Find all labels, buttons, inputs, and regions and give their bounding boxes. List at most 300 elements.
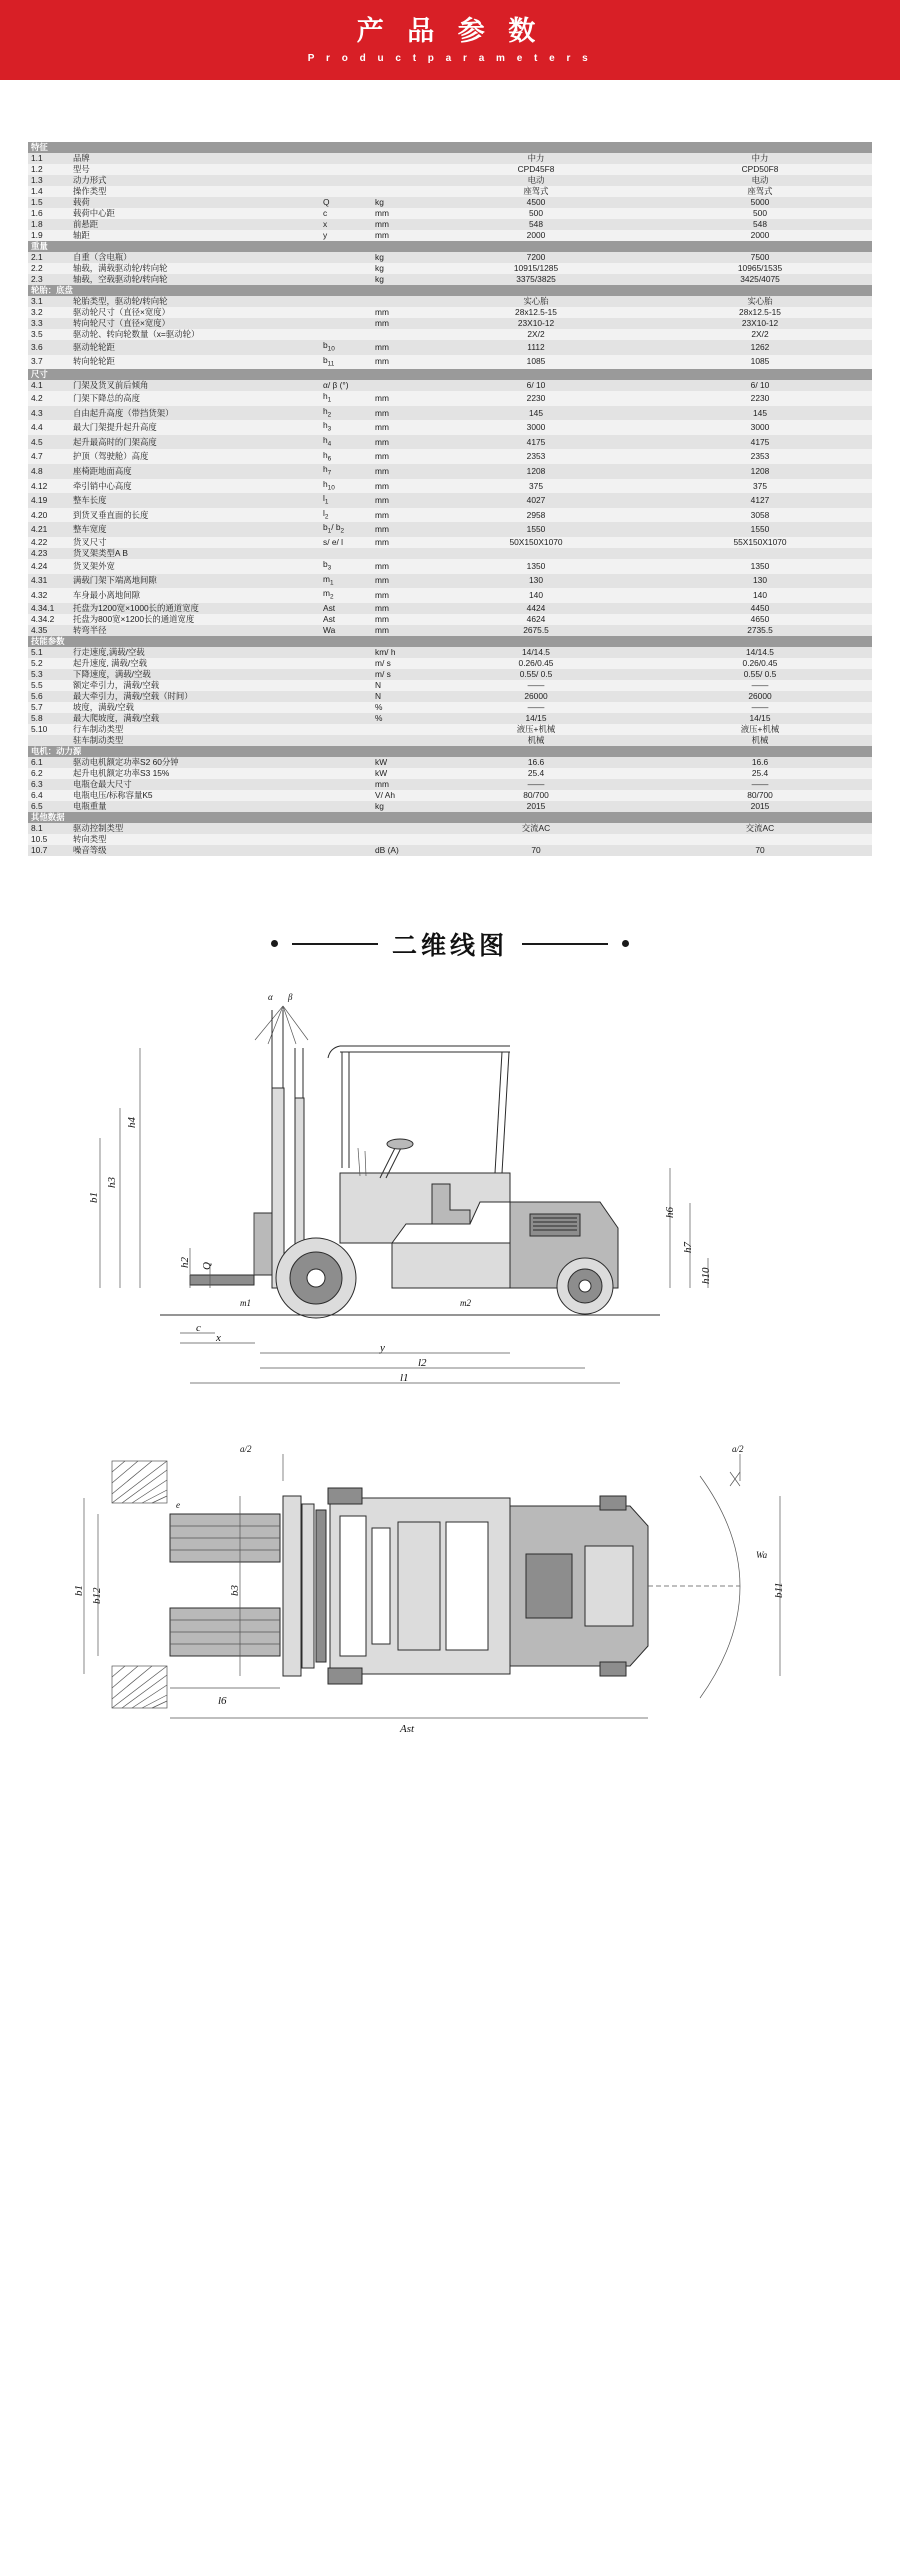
spec-cell-sym: y [320, 230, 372, 241]
spec-cell-sym: $h_7$ [320, 464, 372, 479]
spec-cell-unit: mm [372, 318, 424, 329]
spec-cell-v2: 500 [648, 208, 872, 219]
table-row [28, 625, 872, 636]
top-view-drawing [40, 1436, 860, 1736]
spec-cell-unit: mm [372, 779, 424, 790]
spec-cell-sym: $h_3$ [320, 420, 372, 435]
spec-cell-name: 托盘为800宽×1200长的通道宽度 [70, 614, 320, 625]
spec-cell-sym: Ast [320, 603, 372, 614]
table-row [28, 658, 872, 669]
spec-cell-v1 [424, 548, 648, 559]
spec-cell-no: 6.5 [28, 801, 70, 812]
svg-text:β: β [288, 991, 293, 1002]
table-row [28, 790, 872, 801]
spec-cell-unit: mm [372, 340, 424, 355]
spec-cell-sym [320, 845, 372, 856]
table-row [28, 757, 872, 768]
spec-cell-no: 3.2 [28, 307, 70, 318]
table-row [28, 537, 872, 548]
spec-group-row [28, 285, 872, 296]
svg-text:h4: h4 [126, 1116, 138, 1128]
spec-group-label: 电机：动力源 [28, 746, 872, 757]
spec-cell-v1: 中力 [424, 153, 648, 164]
spec-cell-v1: 0.26/0.45 [424, 658, 648, 669]
table-row [28, 420, 872, 435]
spec-cell-no: 4.34.2 [28, 614, 70, 625]
spec-table-body [28, 142, 872, 856]
spec-cell-v2: 1550 [648, 522, 872, 537]
spec-cell-name: 轴载，满载驱动轮/转向轮 [70, 263, 320, 274]
spec-cell-v1: 14/15 [424, 713, 648, 724]
spec-cell-unit [372, 296, 424, 307]
spec-cell-no: 4.5 [28, 435, 70, 450]
spec-cell-v1: 145 [424, 406, 648, 421]
spec-cell-no [28, 735, 70, 746]
svg-text:y: y [380, 1341, 385, 1354]
spec-cell-v2: 14/15 [648, 713, 872, 724]
spec-cell-v2: 4127 [648, 493, 872, 508]
spec-cell-v1: 10915/1285 [424, 263, 648, 274]
spec-cell-v1: 0.55/ 0.5 [424, 669, 648, 680]
spec-cell-v1: 4424 [424, 603, 648, 614]
spec-cell-no: 4.20 [28, 508, 70, 523]
spec-cell-name: 行车制动类型 [70, 724, 320, 735]
spec-cell-sym [320, 658, 372, 669]
spec-cell-name: 货叉架外宽 [70, 559, 320, 574]
table-row [28, 340, 872, 355]
svg-text:e: e [176, 1499, 180, 1510]
spec-cell-unit: N [372, 680, 424, 691]
spec-cell-no: 3.5 [28, 329, 70, 340]
spec-cell-no: 6.4 [28, 790, 70, 801]
spec-cell-v1: 2230 [424, 391, 648, 406]
spec-cell-v2: 0.55/ 0.5 [648, 669, 872, 680]
spec-cell-v2: 5000 [648, 197, 872, 208]
spec-cell-v2: 4650 [648, 614, 872, 625]
spec-cell-no: 4.12 [28, 479, 70, 494]
spec-cell-name: 起升电机额定功率S3 15% [70, 768, 320, 779]
spec-cell-v1: 7200 [424, 252, 648, 263]
spec-cell-no: 1.9 [28, 230, 70, 241]
spec-cell-v2: 2000 [648, 230, 872, 241]
spec-cell-v1: 2958 [424, 508, 648, 523]
table-row [28, 669, 872, 680]
svg-text:l2: l2 [418, 1356, 427, 1369]
spec-cell-sym: $h_{10}$ [320, 479, 372, 494]
spec-cell-name: 坡度，满载/空载 [70, 702, 320, 713]
spec-cell-unit: mm [372, 588, 424, 603]
spec-cell-v1: 1550 [424, 522, 648, 537]
spec-cell-v2 [648, 548, 872, 559]
spec-cell-no: 4.3 [28, 406, 70, 421]
spec-cell-unit: mm [372, 449, 424, 464]
spec-cell-no: 1.2 [28, 164, 70, 175]
spec-cell-name: 托盘为1200宽×1000长的通道宽度 [70, 603, 320, 614]
spec-cell-v2: 3058 [648, 508, 872, 523]
spec-cell-v2: 375 [648, 479, 872, 494]
spec-cell-name: 货叉架类型A B [70, 548, 320, 559]
spec-cell-unit: mm [372, 479, 424, 494]
table-row [28, 713, 872, 724]
table-row [28, 307, 872, 318]
table-row [28, 296, 872, 307]
spec-cell-no: 4.21 [28, 522, 70, 537]
spec-cell-v2: 55X150X1070 [648, 537, 872, 548]
table-row [28, 230, 872, 241]
table-row [28, 329, 872, 340]
spec-group-label: 尺寸 [28, 369, 872, 380]
spec-cell-v2: 26000 [648, 691, 872, 702]
spec-cell-name: 起升速度, 满载/空载 [70, 658, 320, 669]
spec-cell-v2: CPD50F8 [648, 164, 872, 175]
svg-text:c: c [196, 1321, 201, 1334]
spec-cell-v2: 中力 [648, 153, 872, 164]
spec-cell-v1: 3375/3825 [424, 274, 648, 285]
spec-cell-unit [372, 164, 424, 175]
table-row [28, 164, 872, 175]
spec-cell-v1: 实心胎 [424, 296, 648, 307]
spec-cell-no: 5.6 [28, 691, 70, 702]
spec-cell-name: 最大门架提升起升高度 [70, 420, 320, 435]
spec-cell-no: 5.1 [28, 647, 70, 658]
spec-cell-v1: 70 [424, 845, 648, 856]
spec-group-row [28, 812, 872, 823]
spec-cell-sym: $m_1$ [320, 574, 372, 589]
spec-cell-name: 整车宽度 [70, 522, 320, 537]
spec-cell-sym: Q [320, 197, 372, 208]
spec-cell-name: 额定牵引力，满载/空载 [70, 680, 320, 691]
spec-cell-no: 3.7 [28, 355, 70, 370]
spec-cell-name: 下降速度，满载/空载 [70, 669, 320, 680]
spec-cell-name: 转弯半径 [70, 625, 320, 636]
spec-cell-name: 门架下降总的高度 [70, 391, 320, 406]
spec-cell-unit: m/ s [372, 658, 424, 669]
spec-table-wrap [0, 80, 900, 856]
spec-cell-v2: 3425/4075 [648, 274, 872, 285]
spec-cell-no: 4.31 [28, 574, 70, 589]
spec-cell-unit: mm [372, 435, 424, 450]
spec-cell-v1: 23X10-12 [424, 318, 648, 329]
spec-cell-unit: dB (A) [372, 845, 424, 856]
spec-cell-no: 5.7 [28, 702, 70, 713]
table-row [28, 647, 872, 658]
banner-subtitle: P r o d u c t p a r a m e t e r s [307, 52, 593, 64]
svg-text:m1: m1 [240, 1297, 251, 1308]
spec-cell-name: 前悬距 [70, 219, 320, 230]
spec-cell-no: 1.4 [28, 186, 70, 197]
spec-cell-unit [372, 186, 424, 197]
spec-cell-sym [320, 296, 372, 307]
spec-cell-unit: N [372, 691, 424, 702]
table-row [28, 603, 872, 614]
spec-cell-no: 3.3 [28, 318, 70, 329]
spec-cell-v1: 交流AC [424, 823, 648, 834]
spec-cell-v2: —— [648, 779, 872, 790]
spec-cell-sym: $b_1/$ $b_2$ [320, 522, 372, 537]
spec-cell-v2: 2230 [648, 391, 872, 406]
spec-cell-unit [372, 834, 424, 845]
spec-cell-sym [320, 329, 372, 340]
svg-text:b12: b12 [91, 1587, 103, 1604]
spec-cell-no: 2.2 [28, 263, 70, 274]
spec-cell-sym: c [320, 208, 372, 219]
spec-cell-v1: CPD45F8 [424, 164, 648, 175]
table-row [28, 263, 872, 274]
spec-cell-name: 自由起升高度（带挡货架） [70, 406, 320, 421]
spec-cell-name: 转向类型 [70, 834, 320, 845]
spec-cell-unit [372, 823, 424, 834]
table-row [28, 380, 872, 391]
spec-cell-name: 护顶（驾驶舱）高度 [70, 449, 320, 464]
spec-cell-v1: 14/14.5 [424, 647, 648, 658]
spec-cell-name: 轴距 [70, 230, 320, 241]
spec-cell-name: 电瓶仓最大尺寸 [70, 779, 320, 790]
spec-cell-sym: $l_2$ [320, 508, 372, 523]
spec-cell-unit: mm [372, 420, 424, 435]
spec-cell-name: 整车长度 [70, 493, 320, 508]
spec-cell-unit: mm [372, 625, 424, 636]
spec-cell-name: 品牌 [70, 153, 320, 164]
spec-cell-v2: 16.6 [648, 757, 872, 768]
table-row [28, 522, 872, 537]
spec-cell-unit [372, 153, 424, 164]
spec-cell-unit: mm [372, 537, 424, 548]
svg-text:l6: l6 [218, 1694, 227, 1707]
spec-cell-v2: —— [648, 680, 872, 691]
spec-cell-v1: 28x12.5-15 [424, 307, 648, 318]
spec-cell-v2: 6/ 10 [648, 380, 872, 391]
spec-cell-v2: 2735.5 [648, 625, 872, 636]
spec-cell-v1: 2X/2 [424, 329, 648, 340]
spec-cell-unit: mm [372, 230, 424, 241]
spec-group-row [28, 142, 872, 153]
spec-cell-unit: mm [372, 603, 424, 614]
spec-cell-unit: % [372, 702, 424, 713]
spec-cell-unit: % [372, 713, 424, 724]
spec-cell-no: 5.3 [28, 669, 70, 680]
spec-cell-sym: α/ β (°) [320, 380, 372, 391]
table-row [28, 252, 872, 263]
spec-cell-no: 4.23 [28, 548, 70, 559]
dot-left-icon [271, 940, 278, 947]
spec-cell-name: 动力形式 [70, 175, 320, 186]
spec-cell-no: 4.7 [28, 449, 70, 464]
spec-cell-unit: mm [372, 464, 424, 479]
drawings-area [0, 962, 900, 1776]
bar-right-icon [522, 943, 608, 945]
spec-cell-v2: 实心胎 [648, 296, 872, 307]
spec-cell-name: 门架及货叉前后倾角 [70, 380, 320, 391]
spec-cell-v2: —— [648, 702, 872, 713]
spec-cell-v1: 26000 [424, 691, 648, 702]
spec-cell-unit: kg [372, 801, 424, 812]
spec-cell-no: 3.1 [28, 296, 70, 307]
svg-text:h3: h3 [106, 1176, 118, 1188]
spec-cell-no: 5.5 [28, 680, 70, 691]
spec-cell-v2: 1350 [648, 559, 872, 574]
spec-cell-sym [320, 186, 372, 197]
spec-group-label: 特征 [28, 142, 872, 153]
spec-cell-sym [320, 834, 372, 845]
svg-text:Wa: Wa [756, 1549, 768, 1560]
spec-cell-sym [320, 274, 372, 285]
spec-cell-unit: mm [372, 307, 424, 318]
spec-cell-name: 驱动电机额定功率S2 60分钟 [70, 757, 320, 768]
spec-cell-name: 载荷中心距 [70, 208, 320, 219]
spec-cell-name: 电瓶重量 [70, 801, 320, 812]
spec-cell-unit [372, 548, 424, 559]
spec-cell-name: 驻车制动类型 [70, 735, 320, 746]
spec-cell-unit [372, 175, 424, 186]
spec-cell-unit: kg [372, 274, 424, 285]
svg-text:b3: b3 [229, 1584, 241, 1596]
spec-cell-name: 载荷 [70, 197, 320, 208]
spec-cell-no: 4.2 [28, 391, 70, 406]
spec-cell-unit [372, 329, 424, 340]
spec-cell-sym [320, 263, 372, 274]
spec-cell-sym [320, 735, 372, 746]
spec-cell-v2: 145 [648, 406, 872, 421]
spec-cell-v1: 电动 [424, 175, 648, 186]
spec-cell-v1: 4624 [424, 614, 648, 625]
spec-cell-sym: $h_1$ [320, 391, 372, 406]
table-row [28, 702, 872, 713]
spec-cell-sym: s/ e/ l [320, 537, 372, 548]
table-row [28, 801, 872, 812]
spec-cell-v2: 液压+机械 [648, 724, 872, 735]
spec-cell-no: 4.22 [28, 537, 70, 548]
spec-cell-v2: 23X10-12 [648, 318, 872, 329]
table-row [28, 559, 872, 574]
spec-cell-unit: kW [372, 768, 424, 779]
svg-text:b1: b1 [88, 1191, 100, 1203]
side-view-drawing [40, 988, 860, 1418]
spec-cell-name: 满载门架下端离地间隙 [70, 574, 320, 589]
spec-table [28, 142, 872, 856]
spec-cell-name: 自重（含电瓶） [70, 252, 320, 263]
spec-cell-sym [320, 153, 372, 164]
spec-cell-v1: 375 [424, 479, 648, 494]
spec-cell-v2: 1208 [648, 464, 872, 479]
spec-cell-name: 驱动轮轮距 [70, 340, 320, 355]
spec-cell-v1: 80/700 [424, 790, 648, 801]
spec-cell-v1: 座驾式 [424, 186, 648, 197]
svg-text:Ast: Ast [400, 1722, 415, 1735]
spec-cell-no: 1.8 [28, 219, 70, 230]
svg-text:x: x [216, 1331, 221, 1344]
svg-text:a/2: a/2 [240, 1443, 252, 1454]
spec-cell-v1: 6/ 10 [424, 380, 648, 391]
table-row [28, 548, 872, 559]
banner-title: 产 品 参 数 [356, 16, 544, 47]
spec-cell-no: 4.24 [28, 559, 70, 574]
spec-cell-v2: 140 [648, 588, 872, 603]
svg-text:Q: Q [201, 1261, 213, 1270]
spec-cell-unit: kW [372, 757, 424, 768]
svg-text:h7: h7 [682, 1241, 694, 1253]
spec-group-label: 技能参数 [28, 636, 872, 647]
table-row [28, 197, 872, 208]
spec-group-label: 重量 [28, 241, 872, 252]
table-row [28, 614, 872, 625]
table-row [28, 779, 872, 790]
spec-cell-v1: —— [424, 680, 648, 691]
spec-cell-name: 到货叉垂直面的长度 [70, 508, 320, 523]
spec-cell-v2: 交流AC [648, 823, 872, 834]
spec-cell-no: 6.1 [28, 757, 70, 768]
spec-cell-name: 轮胎类型，驱动轮/转向轮 [70, 296, 320, 307]
spec-cell-sym: x [320, 219, 372, 230]
spec-cell-v1: 1085 [424, 355, 648, 370]
table-row [28, 175, 872, 186]
spec-cell-v1: 140 [424, 588, 648, 603]
table-row [28, 464, 872, 479]
spec-cell-no: 8.1 [28, 823, 70, 834]
spec-cell-unit: mm [372, 574, 424, 589]
spec-cell-no: 4.34.1 [28, 603, 70, 614]
spec-cell-v1: —— [424, 779, 648, 790]
spec-cell-sym [320, 779, 372, 790]
table-row [28, 479, 872, 494]
table-row [28, 691, 872, 702]
spec-cell-name: 起升最高时的门架高度 [70, 435, 320, 450]
spec-cell-sym [320, 768, 372, 779]
spec-cell-v2: 3000 [648, 420, 872, 435]
svg-text:l1: l1 [400, 1371, 409, 1384]
spec-cell-sym: $b_{10}$ [320, 340, 372, 355]
spec-cell-sym [320, 724, 372, 735]
spec-cell-no: 6.2 [28, 768, 70, 779]
spec-cell-sym: Wa [320, 625, 372, 636]
spec-cell-unit: kg [372, 252, 424, 263]
spec-cell-sym [320, 175, 372, 186]
spec-cell-no: 4.32 [28, 588, 70, 603]
spec-cell-v1 [424, 834, 648, 845]
spec-cell-v1: 1208 [424, 464, 648, 479]
spec-cell-v2: 80/700 [648, 790, 872, 801]
spec-cell-sym [320, 713, 372, 724]
svg-text:h10: h10 [700, 1267, 712, 1284]
spec-cell-name: 转向轮尺寸（直径×宽度） [70, 318, 320, 329]
spec-cell-unit [372, 380, 424, 391]
spec-cell-v2: 70 [648, 845, 872, 856]
spec-cell-sym [320, 318, 372, 329]
page-banner [0, 0, 900, 80]
spec-cell-v1: 4500 [424, 197, 648, 208]
spec-cell-name: 噪音等级 [70, 845, 320, 856]
table-row [28, 735, 872, 746]
spec-cell-sym [320, 548, 372, 559]
spec-cell-v2: 14/14.5 [648, 647, 872, 658]
spec-cell-no: 4.8 [28, 464, 70, 479]
spec-cell-v1: 4175 [424, 435, 648, 450]
spec-cell-v2: 1262 [648, 340, 872, 355]
spec-cell-v2: 10965/1535 [648, 263, 872, 274]
spec-cell-v2: 7500 [648, 252, 872, 263]
spec-cell-sym [320, 680, 372, 691]
spec-cell-name: 轴载，空载驱动轮/转向轮 [70, 274, 320, 285]
spec-cell-no: 5.8 [28, 713, 70, 724]
drawings-heading: 二维线图 [391, 931, 508, 960]
spec-cell-sym [320, 757, 372, 768]
table-row [28, 768, 872, 779]
spec-cell-name: 车身最小离地间隙 [70, 588, 320, 603]
spec-cell-sym: $m_2$ [320, 588, 372, 603]
spec-cell-sym [320, 702, 372, 713]
spec-cell-v1: —— [424, 702, 648, 713]
spec-cell-v2: 2015 [648, 801, 872, 812]
spec-cell-sym: $h_2$ [320, 406, 372, 421]
